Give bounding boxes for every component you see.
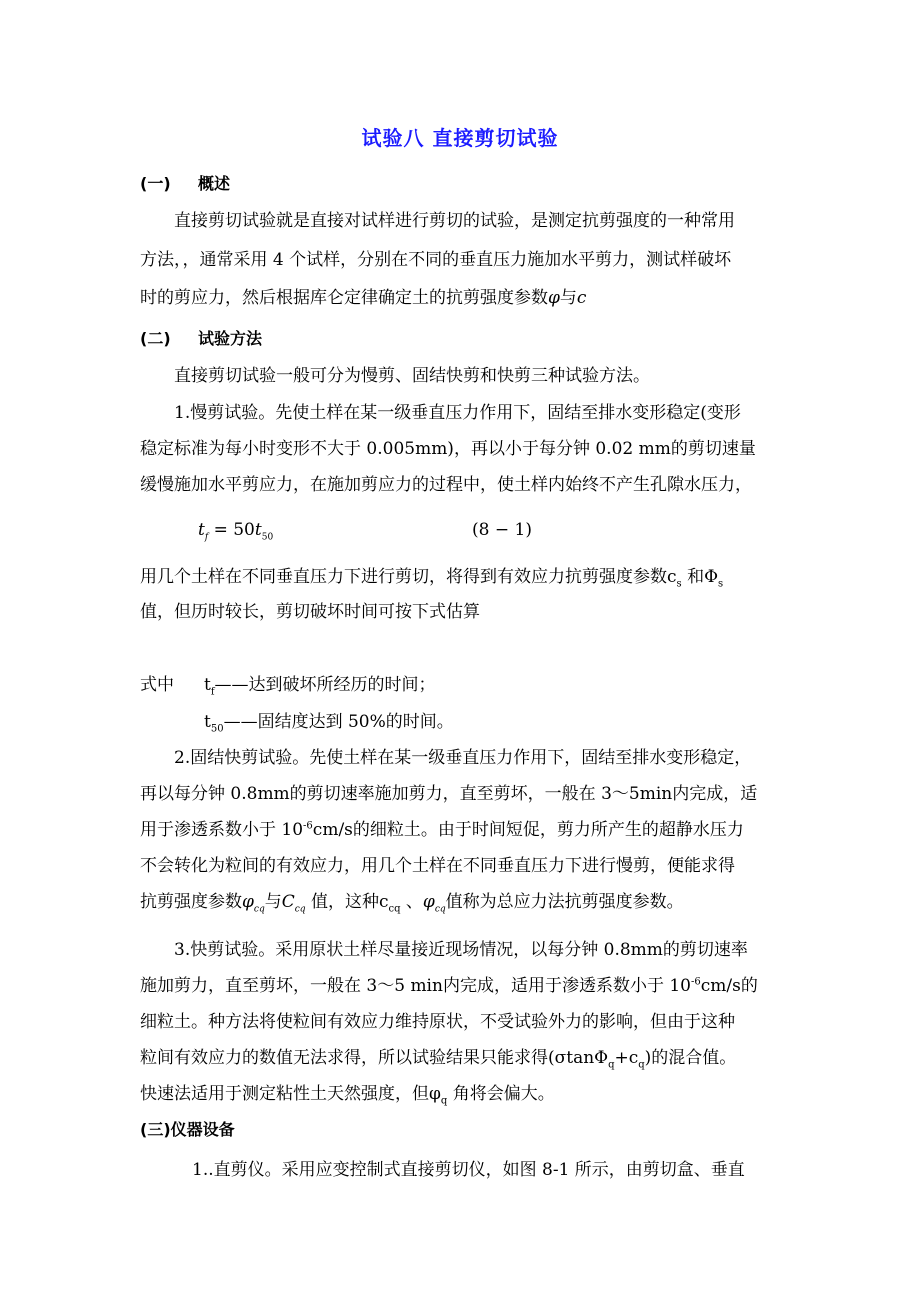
section-label: 试验方法 [198,329,263,348]
section-number: (一) [140,174,171,193]
subscript: s [676,578,682,590]
paragraph-line: 1.慢剪试验。先使土样在某一级垂直压力作用下，固结至排水变形稳定(变形 [174,403,741,423]
paragraph-line [140,283,790,308]
paragraph-line: 2.固结快剪试验。先使土样在某一级垂直压力作用下，固结至排水变形稳定， [174,748,752,768]
subscript: f [210,686,215,698]
formula-t2: t [254,520,262,540]
paragraph-line: 3.快剪试验。采用原状土样尽量接近现场情况，以每分钟 0.8mm的剪切速率 [174,940,748,960]
text-run: cm/s的 [700,976,758,996]
where-t: t [204,712,211,732]
where-desc: ——固结度达到 50%的时间。 [223,712,454,732]
formula-eq: = 50 [208,520,255,540]
phi-symbol: φ [548,288,560,308]
text-run: 与 [264,892,282,912]
paragraph-line: 1..直剪仪。采用应变控制式直接剪切仪，如图 8-1 所示，由剪切盒、垂直 [192,1160,745,1180]
text-run: 和Φ [681,567,719,587]
paragraph-line: 细粒土。种方法将使粒间有效应力维持原状，不受试验外力的影响，但由于这种 [140,1012,735,1032]
paragraph-line [140,562,790,590]
c-symbol: c [576,288,587,308]
section-heading-methods [140,326,262,349]
paragraph-line [140,971,790,996]
paragraph-line: 不会转化为粒间的有效应力，用几个土样在不同垂直压力下进行慢剪，便能求得 [140,856,735,876]
where-t: t [204,675,211,695]
section-heading-overview [140,171,230,194]
where-line-tf [140,670,790,698]
subscript: q [638,1059,645,1071]
subscript: q [440,1095,448,1107]
text-run: 值称为总应力法抗剪强度参数。 [445,892,684,912]
paragraph-line: 方法，，通常采用 4 个试样，分别在不同的垂直压力施加水平剪力，测试样破坏 [140,250,732,270]
formula-sub-50: 50 [261,532,274,543]
paragraph-line: 值，但历时较长，剪切破坏时间可按下式估算 [140,602,480,622]
superscript: -6 [690,976,701,988]
paragraph-line: 再以每分钟 0.8mm的剪切速率施加剪力，直至剪坏，一般在 3～5min内完成，适 [140,784,758,804]
subscript: cq [294,904,306,915]
paragraph-line: 直接剪切试验一般可分为慢剪、固结快剪和快剪三种试验方法。 [174,366,650,386]
paragraph-line [140,815,790,840]
text-run: 值，这种c [305,892,389,912]
section-label: 概述 [198,174,231,193]
text-run: 用几个土样在不同垂直压力下进行剪切，将得到有效应力抗剪强度参数c [140,567,677,587]
where-label: 式中 [140,675,174,695]
text-run: )的混合值。 [644,1048,737,1068]
where-desc: ——达到破坏所经历的时间； [214,675,436,695]
subscript: s [718,578,724,590]
text-run: 快速法适用于测定粘性土天然强度，但φ [140,1084,441,1104]
equation-number: (8 − 1) [472,520,532,540]
text-run: 、 [400,892,423,912]
subscript: q [608,1059,615,1071]
phi-symbol: φ [422,892,435,912]
phi-symbol: φ [242,892,254,912]
text-run: 抗剪强度参数 [140,892,242,912]
formula-t: t [198,520,205,540]
section-number: (二) [140,329,171,348]
section-heading-equipment [140,1117,235,1140]
text-run: 与 [559,288,577,308]
subscript: cq [434,904,446,915]
section-number: (三) [140,1120,171,1139]
subscript: cq [388,903,401,915]
subscript: cq [253,904,265,915]
c-symbol: C [281,892,295,912]
paragraph-line: 稳定标准为每小时变形不大于 0.005mm)，再以小于每分钟 0.02 mm的剪切速量 [140,439,756,459]
text-run: 用于渗透系数小于 10 [140,820,304,840]
subscript: 50 [210,723,224,735]
section-label: 仪器设备 [170,1120,235,1139]
paragraph-line [140,1043,790,1071]
formula-sub-f: f [204,532,209,543]
paragraph-line [140,887,790,915]
paragraph-line [140,1079,790,1107]
text-run: 角将会偏大。 [447,1084,555,1104]
text-run: 时的剪应力，然后根据库仑定律确定土的抗剪强度参数 [140,288,548,308]
superscript: -6 [303,820,313,832]
paragraph-line: 缓慢施加水平剪应力，在施加剪应力的过程中，使土样内始终不产生孔隙水压力， [140,475,752,495]
page-title: 试验八 直接剪切试验 [361,126,559,150]
text-run: 施加剪力，直至剪坏，一般在 3～5 min内完成，适用于渗透系数小于 10 [140,976,691,996]
text-run: cm/s的细粒土。由于时间短促，剪力所产生的超静水压力 [312,820,744,840]
where-line-t50 [204,707,854,735]
text-run: 粒间有效应力的数值无法求得，所以试验结果只能求得(σtanΦ [140,1048,609,1068]
paragraph-line: 直接剪切试验就是直接对试样进行剪切的试验，是测定抗剪强度的一种常用 [174,211,735,231]
text-run: +c [614,1048,639,1068]
formula-8-1 [198,520,274,543]
